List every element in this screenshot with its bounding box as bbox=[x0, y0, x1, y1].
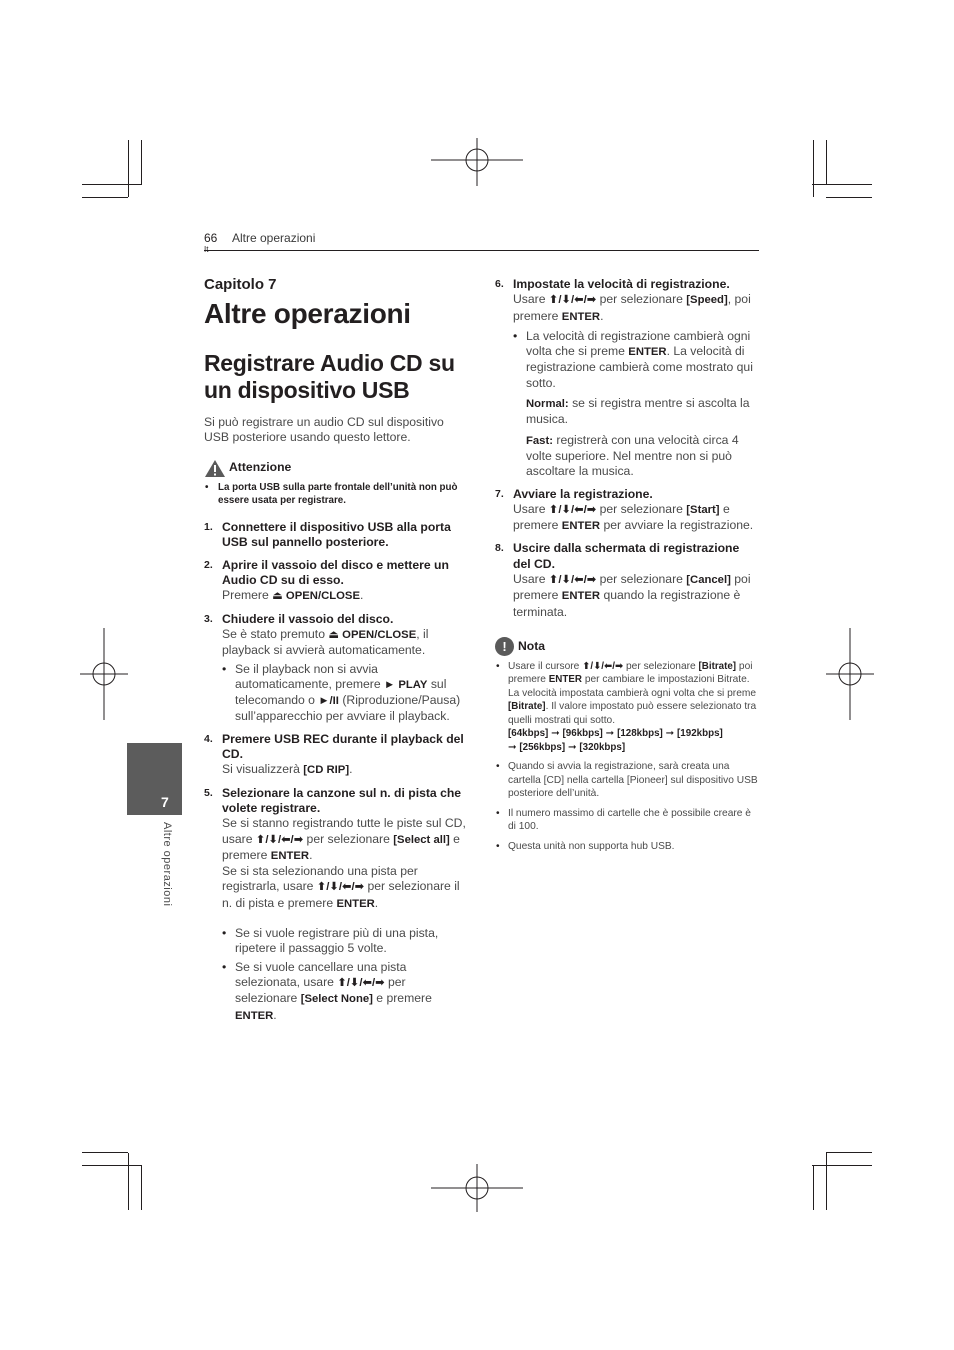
step-body: Si visualizzerà [CD RIP]. bbox=[222, 762, 353, 777]
arrow-icon: ➞ bbox=[508, 741, 517, 753]
speed-fast: Fast: registrerà con una velocità circa 4 volte superiore. Nel mentre non si può ascoltare la musica. bbox=[526, 432, 739, 479]
arrow-icon: ➞ bbox=[567, 741, 577, 753]
bitrate-label: [Bitrate] bbox=[698, 660, 737, 672]
step-number: 4. bbox=[204, 732, 213, 745]
nota-item: • Usare il cursore ⬆/⬇/⬅/➡ per selezionare [Bitrate] poi premere ENTER per cambiare le impostazioni Bitrate. La velocità impostata cambierà ogni volta che si preme [Bitrate]. Il valore impostato può essere selezionato tra quelli mostrati qui sotto. [64kbps] ➞ [96kbps] ➞ [128kbps] ➞ [192kbps] ➞ [256kbps] ➞ [320kbps] bbox=[495, 660, 760, 755]
step-heading: Chiudere il vassoio del disco. bbox=[222, 611, 394, 626]
chapter-tab-label: Altre operazioni bbox=[161, 822, 173, 907]
step-number: 7. bbox=[495, 487, 504, 500]
step-1 bbox=[204, 520, 469, 551]
registration-mark-left bbox=[80, 628, 128, 720]
section-title: Registrare Audio CD su un dispositivo USB bbox=[204, 350, 455, 403]
step-number: 3. bbox=[204, 612, 213, 625]
start-label: [Start] bbox=[686, 503, 720, 516]
step-3 bbox=[204, 612, 469, 725]
registration-mark-bottom bbox=[431, 1164, 523, 1212]
exclamation-icon: ! bbox=[495, 637, 514, 656]
step-8 bbox=[495, 541, 760, 619]
chapter-label: Capitolo 7 bbox=[204, 276, 277, 293]
speed-normal: Normal: se si registra mentre si ascolta la musica. bbox=[526, 396, 750, 427]
fast-label: Fast: bbox=[526, 434, 553, 447]
step-4 bbox=[204, 732, 469, 779]
bitrate-option: [320kbps] bbox=[579, 741, 626, 753]
bitrate-option: [96kbps] bbox=[562, 728, 603, 740]
step-bullet: • La velocità di registrazione cambierà ogni volta che si preme ENTER. La velocità di registrazione cambierà come mostrato qui sotto. bbox=[513, 329, 760, 391]
step-number: 1. bbox=[204, 521, 213, 534]
attenzione-title: Attenzione bbox=[229, 460, 292, 475]
step-number: 2. bbox=[204, 558, 213, 571]
bitrate-option: [128kbps] bbox=[617, 728, 663, 740]
page-title: Altre operazioni bbox=[204, 298, 411, 329]
step-2 bbox=[204, 558, 469, 605]
arrow-keys: ⬆/⬇/⬅/➡ bbox=[548, 294, 597, 307]
cd-rip-label: [CD RIP] bbox=[303, 764, 350, 777]
select-all-label: [Select all] bbox=[393, 833, 450, 846]
bitrate-option: [192kbps] bbox=[677, 728, 723, 740]
step-heading: Impostate la velocità di registrazione. bbox=[513, 277, 730, 291]
step-7 bbox=[495, 487, 760, 535]
step-heading: Aprire il vassoio del disco e mettere un Audio CD su di esso. bbox=[222, 557, 449, 588]
arrow-keys: ⬆/⬇/⬅/➡ bbox=[337, 976, 385, 989]
enter-key: ENTER bbox=[628, 346, 667, 359]
step-heading: Connettere il dispositivo USB alla porta USB sul pannello posteriore. bbox=[222, 520, 451, 550]
arrow-keys: ⬆/⬇/⬅/➡ bbox=[548, 503, 597, 516]
open-close-key: ⏏ OPEN/CLOSE bbox=[328, 628, 417, 641]
enter-key: ENTER bbox=[235, 1009, 274, 1022]
nota-item: • Quando si avvia la registrazione, sarà creata una cartella [CD] nella cartella [Pioneer] sul dispositivo USB posteriore dell’unità. bbox=[495, 760, 760, 801]
step-heading: Avviare la registrazione. bbox=[513, 486, 653, 501]
enter-key: ENTER bbox=[336, 897, 375, 910]
chapter-tab-number: 7 bbox=[161, 794, 169, 810]
nota-title: Nota bbox=[518, 638, 546, 653]
chapter-tab bbox=[127, 743, 182, 815]
arrow-icon: ➞ bbox=[551, 728, 560, 740]
step-5 bbox=[204, 786, 469, 1024]
enter-key: ENTER bbox=[270, 849, 310, 862]
attenzione-text: • La porta USB sulla parte frontale dell’unità non può essere usata per registrare. bbox=[204, 481, 469, 508]
step-body: Se è stato premuto ⏏ OPEN/CLOSE, il playback si avvierà automaticamente. bbox=[222, 626, 429, 658]
registration-mark-right bbox=[826, 628, 874, 720]
enter-key: ENTER bbox=[561, 520, 601, 533]
enter-key: ENTER bbox=[561, 590, 601, 603]
bitrate-option: [64kbps] bbox=[508, 728, 549, 740]
registration-mark-top bbox=[431, 138, 523, 186]
nota-list bbox=[495, 660, 760, 854]
step-heading: Selezionare la canzone sul n. di pista che volete registrare. bbox=[222, 785, 462, 815]
bitrate-option: [256kbps] bbox=[519, 741, 566, 753]
step-number: 5. bbox=[204, 786, 213, 799]
arrow-keys: ⬆/⬇/⬅/➡ bbox=[255, 833, 304, 846]
normal-label: Normal: bbox=[526, 398, 569, 411]
running-header: Altre operazioni bbox=[232, 231, 316, 245]
attenzione-heading bbox=[204, 459, 469, 478]
right-column bbox=[495, 277, 760, 853]
step-bullet: • Se si vuole cancellare una pista selezionata, usare ⬆/⬇/⬅/➡ per selezionare [Select None] e premere ENTER. bbox=[222, 960, 469, 1024]
arrow-icon: ➞ bbox=[665, 728, 675, 740]
arrow-keys: ⬆/⬇/⬅/➡ bbox=[548, 574, 597, 587]
arrow-keys: ⬆/⬇/⬅/➡ bbox=[582, 660, 624, 672]
arrow-keys: ⬆/⬇/⬅/➡ bbox=[316, 881, 365, 894]
nota-item: • Il numero massimo di cartelle che è possibile creare è di 100. bbox=[495, 807, 760, 834]
step-number: 6. bbox=[495, 278, 504, 290]
step-bullet: • Se si vuole registrare più di una pista, ripetere il passaggio 5 volte. bbox=[222, 926, 469, 957]
nota-heading bbox=[495, 637, 760, 656]
open-close-key: ⏏ OPEN/CLOSE bbox=[272, 590, 361, 603]
bitrate-label: [Bitrate] bbox=[508, 701, 546, 713]
header-rule bbox=[204, 250, 759, 251]
cancel-label: [Cancel] bbox=[686, 574, 731, 587]
step-body: Premere ⏏ OPEN/CLOSE. bbox=[222, 588, 364, 603]
speed-label: [Speed] bbox=[686, 294, 728, 307]
page-number: 66 bbox=[204, 231, 218, 245]
step-6 bbox=[495, 277, 760, 480]
step-body: Usare ⬆/⬇/⬅/➡ per selezionare [Start] e premere ENTER per avviare la registrazione. bbox=[513, 501, 754, 533]
step-heading: Premere USB REC durante il playback del CD. bbox=[222, 731, 464, 762]
step-heading: Uscire dalla schermata di registrazione del CD. bbox=[513, 541, 740, 571]
left-column bbox=[204, 276, 469, 1024]
arrow-icon: ➞ bbox=[605, 728, 615, 740]
enter-key: ENTER bbox=[548, 674, 582, 686]
select-none-label: [Select None] bbox=[300, 993, 373, 1006]
step-number: 8. bbox=[495, 542, 504, 555]
intro-paragraph: Si può registrare un audio CD sul dispositivo USB posteriore usando questo lettore. bbox=[204, 415, 444, 445]
step-body: Se si stanno registrando tutte le piste sul CD, usare ⬆/⬇/⬅/➡ per selezionare [Select all] e premere ENTER. bbox=[222, 816, 466, 862]
play-pause-key: ►/II bbox=[318, 695, 339, 708]
step-bullet: • Se il playback non si avvia automaticamente, premere ► PLAY sul telecomando o ►/II (Riproduzione/Pausa) sull’apparecchio per avviare il playback. bbox=[222, 662, 469, 725]
play-key: ► PLAY bbox=[384, 678, 428, 691]
enter-key: ENTER bbox=[561, 310, 601, 323]
step-body: Se si sta selezionando una pista per registrarla, usare ⬆/⬇/⬅/➡ per selezionare il n. di pista e premere ENTER. bbox=[222, 864, 460, 910]
step-body: Usare ⬆/⬇/⬅/➡ per selezionare [Cancel] poi premere ENTER quando la registrazione è terminata. bbox=[513, 572, 751, 619]
step-body: Usare ⬆/⬇/⬅/➡ per selezionare [Speed], poi premere ENTER. bbox=[513, 292, 751, 323]
warning-icon bbox=[204, 459, 226, 478]
nota-item: • Questa unità non supporta hub USB. bbox=[495, 840, 760, 854]
